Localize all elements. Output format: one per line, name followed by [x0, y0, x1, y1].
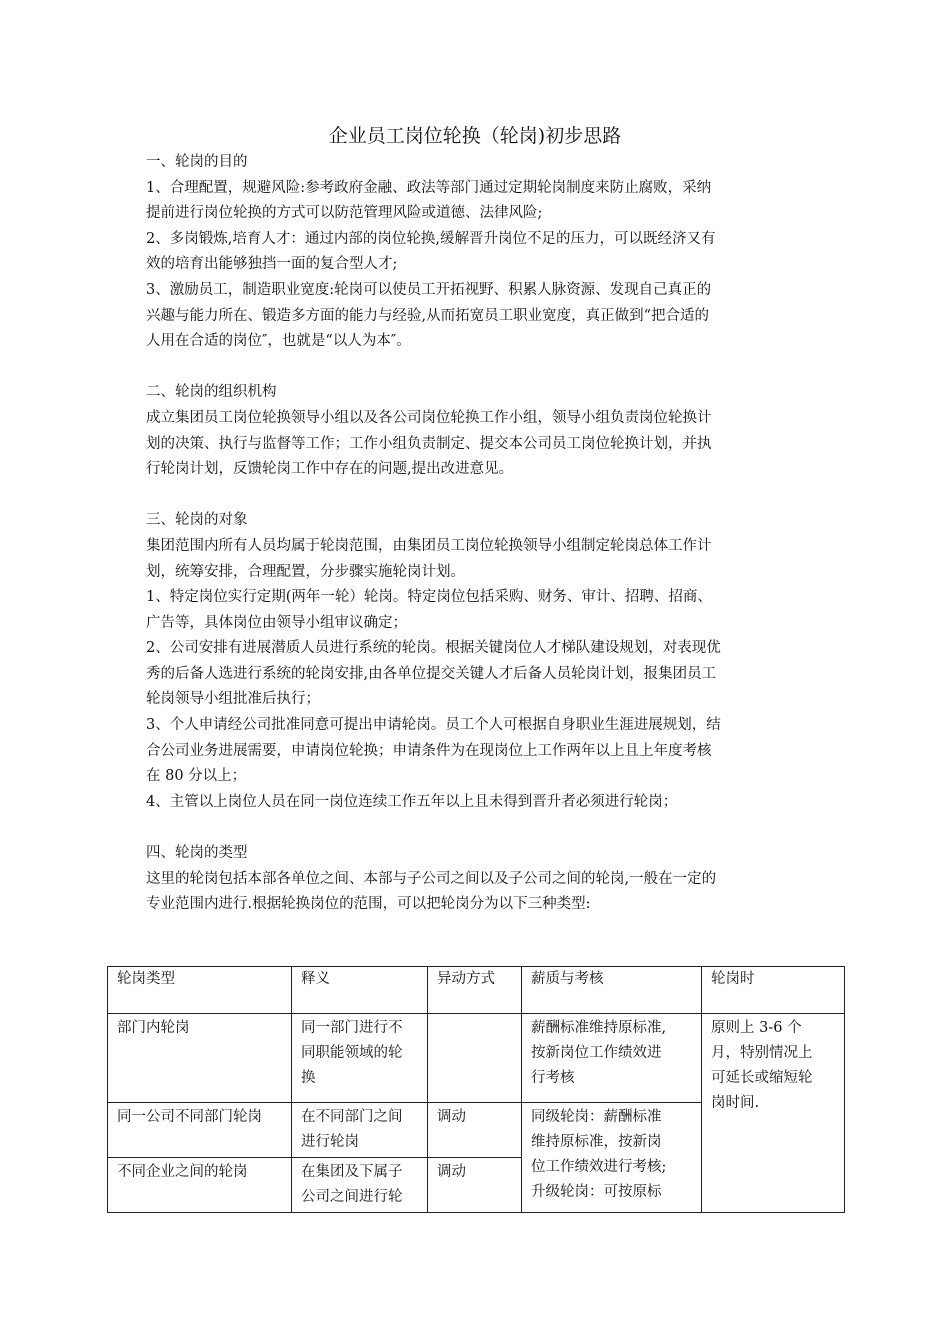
cell-line: 同级轮岗：薪酬标准 [531, 1109, 662, 1125]
text-line: 划，统筹安排，合理配置，分步骤实施轮岗计划。 [146, 563, 465, 580]
text-line: 提前进行岗位轮换的方式可以防范管理风险或道德、法律风险; [146, 205, 543, 222]
cell-line: 月，特别情况上 [711, 1045, 813, 1061]
text-line: 合公司业务进展需要，申请岗位轮换；申请条件为在现岗位上工作两年以上且上年度考核 [146, 742, 712, 759]
text-line: 1、合理配置，规避风险:参考政府金融、政法等部门通过定期轮岗制度来防止腐败，采纳 [146, 179, 712, 196]
cell-type: 不同企业之间的轮岗 [108, 1158, 292, 1213]
text-line: 效的培育出能够独挡一面的复合型人才; [146, 256, 398, 273]
cell-line: 按新岗位工作绩效进 [531, 1045, 662, 1061]
text-line: 专业范围内进行.根据轮换岗位的范围，可以把轮岗分为以下三种类型: [146, 896, 591, 913]
cell-line: 换 [301, 1070, 316, 1086]
cell-line: 在不同部门之间 [301, 1109, 403, 1125]
cell-mode: 调动 [428, 1103, 522, 1158]
text-line: 四、轮岗的类型 [146, 845, 248, 862]
text-line: 人用在合适的岗位″，也就是“以人为本″。 [146, 333, 411, 350]
text-line: 广告等，具体岗位由领导小组审议确定； [146, 614, 407, 631]
cell-line: 同一部门进行不 [301, 1020, 403, 1036]
document-body [146, 150, 814, 918]
table-header-row [108, 967, 845, 1014]
text-line: 成立集团员工岗位轮换领导小组以及各公司岗位轮换工作小组，领导小组负责岗位轮换计 [146, 409, 712, 426]
text-line: 3、个人申请经公司批准同意可提出申请轮岗。员工个人可根据自身职业生涯进展规划，结 [146, 717, 721, 734]
header-cell-duration: 轮岗时 [702, 967, 845, 1014]
rotation-types-table [107, 966, 845, 1213]
cell-line: 公司之间进行轮 [301, 1189, 403, 1205]
cell-line: 同职能领域的轮 [301, 1045, 403, 1061]
cell-line: 薪酬标准维持原标准, [531, 1020, 667, 1036]
cell-line: 维持原标准，按新岗 [531, 1134, 662, 1150]
cell-desc [292, 1158, 428, 1213]
cell-line: 升级轮岗：可按原标 [531, 1184, 662, 1200]
table-row [108, 1014, 845, 1103]
cell-duration [702, 1014, 845, 1213]
text-line: 3、激励员工，制造职业宽度:轮岗可以使员工开拓视野、积累人脉资源、发现自己真正的 [146, 281, 712, 298]
cell-line: 在集团及下属子 [301, 1164, 403, 1180]
cell-type: 部门内轮岗 [108, 1014, 292, 1103]
text-line: 2、公司安排有进展潜质人员进行系统的轮岗。根据关键岗位人才梯队建设规划，对表现优 [146, 640, 721, 657]
document-title: 企业员工岗位轮换（轮岗)初步思路 [328, 125, 622, 147]
cell-mode: 调动 [428, 1158, 522, 1213]
text-line: 划的决策、执行与监督等工作；工作小组负责制定、提交本公司员工岗位轮换计划，并执 [146, 435, 712, 452]
cell-line: 原则上 3-6 个 [711, 1020, 802, 1036]
cell-mode [428, 1014, 522, 1103]
text-line: 行轮岗计划，反馈轮岗工作中存在的问题,提出改进意见。 [146, 461, 514, 478]
text-line: 2、多岗锻炼,培育人才：通过内部的岗位轮换,缓解晋升岗位不足的压力，可以既经济又有 [146, 230, 716, 247]
text-line: 集团范围内所有人员均属于轮岗范围，由集团员工岗位轮换领导小组制定轮岗总体工作计 [146, 537, 712, 554]
header-cell-pay: 薪质与考核 [522, 967, 702, 1014]
cell-line: 进行轮岗 [301, 1134, 359, 1150]
cell-pay [522, 1014, 702, 1103]
cell-line: 岗时间. [711, 1095, 760, 1111]
text-line: 轮岗领导小组批准后执行； [146, 691, 320, 708]
text-line: 4、主管以上岗位人员在同一岗位连续工作五年以上且未得到晋升者必须进行轮岗； [146, 793, 678, 810]
text-line: 二、轮岗的组织机构 [146, 384, 277, 401]
text-line: 1、特定岗位实行定期(两年一轮）轮岗。特定岗位包括采购、财务、审计、招聘、招商、 [146, 589, 712, 606]
paragraph-gap [146, 815, 814, 841]
cell-type: 同一公司不同部门轮岗 [108, 1103, 292, 1158]
header-cell-type: 轮岗类型 [108, 967, 292, 1014]
text-line: 秀的后备人选进行系统的轮岗安排,由各单位提交关键人才后备人员轮岗计划，报集团员工 [146, 665, 717, 682]
header-cell-mode: 异动方式 [428, 967, 522, 1014]
cell-line: 可延长或缩短轮 [711, 1070, 813, 1086]
cell-desc [292, 1103, 428, 1158]
paragraph-gap [146, 355, 814, 381]
text-line: 这里的轮岗包括本部各单位之间、本部与子公司之间以及子公司之间的轮岗,一般在一定的 [146, 870, 717, 887]
text-line: 一、轮岗的目的 [146, 154, 248, 170]
header-cell-desc: 释义 [292, 967, 428, 1014]
text-line: 兴趣与能力所在、锻造多方面的能力与经验,从而拓宽员工职业宽度，真正做到“把合适的 [146, 307, 710, 324]
cell-desc [292, 1014, 428, 1103]
cell-pay [522, 1103, 702, 1213]
cell-line: 行考核 [531, 1070, 575, 1086]
text-line: 在 80 分以上； [146, 768, 247, 785]
cell-line: 位工作绩效进行考核; [531, 1159, 667, 1175]
paragraph-gap [146, 483, 814, 509]
text-line: 三、轮岗的对象 [146, 512, 248, 529]
